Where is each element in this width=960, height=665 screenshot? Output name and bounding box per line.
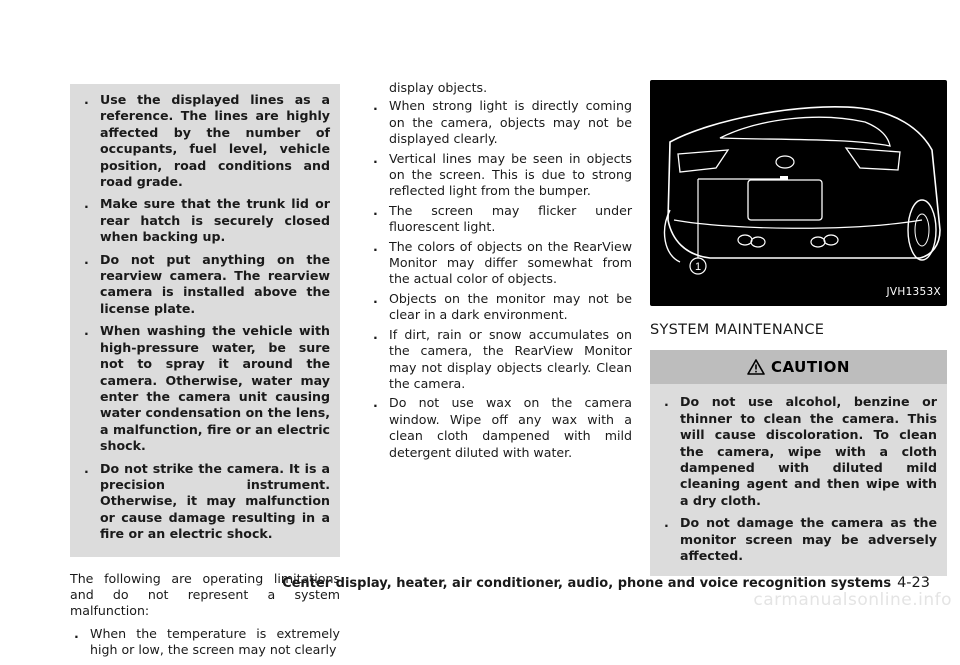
caution-list xyxy=(660,394,937,564)
caution-header xyxy=(650,350,947,384)
list-item: . Do not damage the camera as the monitor screen may be adversely affected. xyxy=(664,515,937,564)
column-middle xyxy=(369,80,632,464)
warning-triangle-icon xyxy=(747,359,765,375)
rear-camera-figure xyxy=(650,80,947,306)
list-item: . When washing the vehicle with high-pressure water, be sure not to spray it around the camera. Otherwise, water may enter the camera unit causing water condensation on the lens, a malfunction, fire or an electric shock. xyxy=(84,323,330,454)
list-item: . Use the displayed lines as a reference. The lines are highly affected by the number of occupants, fuel level, vehicle position, road conditions and road grade. xyxy=(84,92,330,190)
page-footer xyxy=(282,575,930,591)
page-number: 4-23 xyxy=(897,575,930,591)
warning-box xyxy=(70,84,340,557)
list-item: . The screen may flicker under fluorescent light. xyxy=(373,202,632,235)
limitations-list xyxy=(70,626,340,659)
section-title: SYSTEM MAINTENANCE xyxy=(650,322,825,338)
list-item: . Objects on the monitor may not be clear in a dark environment. xyxy=(373,290,632,323)
list-item: . If dirt, rain or snow accumulates on the camera, the RearView Monitor may not display objects clearly. Clean the camera. xyxy=(373,326,632,391)
list-item: . Make sure that the trunk lid or rear hatch is securely closed when backing up. xyxy=(84,196,330,245)
list-continuation: display objects. xyxy=(389,80,488,95)
warning-list xyxy=(80,92,330,543)
column-right xyxy=(650,80,947,576)
footer-section-title: Center display, heater, air conditioner, audio, phone and voice recognition systems xyxy=(282,576,892,591)
list-item: . When the temperature is extremely high or low, the screen may not clearly xyxy=(74,625,340,658)
limitations-intro: The following are operating limitations and do not represent a system malfunction: xyxy=(70,570,340,619)
caution-title: CAUTION xyxy=(771,358,850,377)
list-item: . Do not strike the camera. It is a precision instrument. Otherwise, it may malfunction or cause damage resulting in a fire or an electric shock. xyxy=(84,460,330,542)
list-item: . Do not use wax on the camera window. Wipe off any wax with a clean cloth dampened with mild detergent diluted with water. xyxy=(373,395,632,460)
list-item: . Do not use alcohol, benzine or thinner to clean the camera. This will cause discoloration. To clean the camera, wipe with a cloth dampened with diluted mild cleaning agent and then wipe with a dry cloth. xyxy=(664,394,937,508)
list-item: . The colors of objects on the RearView Monitor may differ somewhat from the actual color of objects. xyxy=(373,238,632,287)
figure-callout: 1 xyxy=(694,261,702,273)
car-rear-illustration xyxy=(650,80,947,306)
list-item: . Vertical lines may be seen in objects on the screen. This is due to strong reflected light from the bumper. xyxy=(373,150,632,199)
list-item: . When strong light is directly coming on the camera, objects may not be displayed clearly. xyxy=(373,98,632,147)
caution-box xyxy=(650,384,947,576)
limitations-list-continued xyxy=(369,98,632,461)
figure-code: JVH1353X xyxy=(886,285,941,298)
watermark: carmanualsonline.info xyxy=(753,590,952,610)
list-item: . Do not put anything on the rearview camera. The rearview camera is installed above the license plate. xyxy=(84,251,330,316)
